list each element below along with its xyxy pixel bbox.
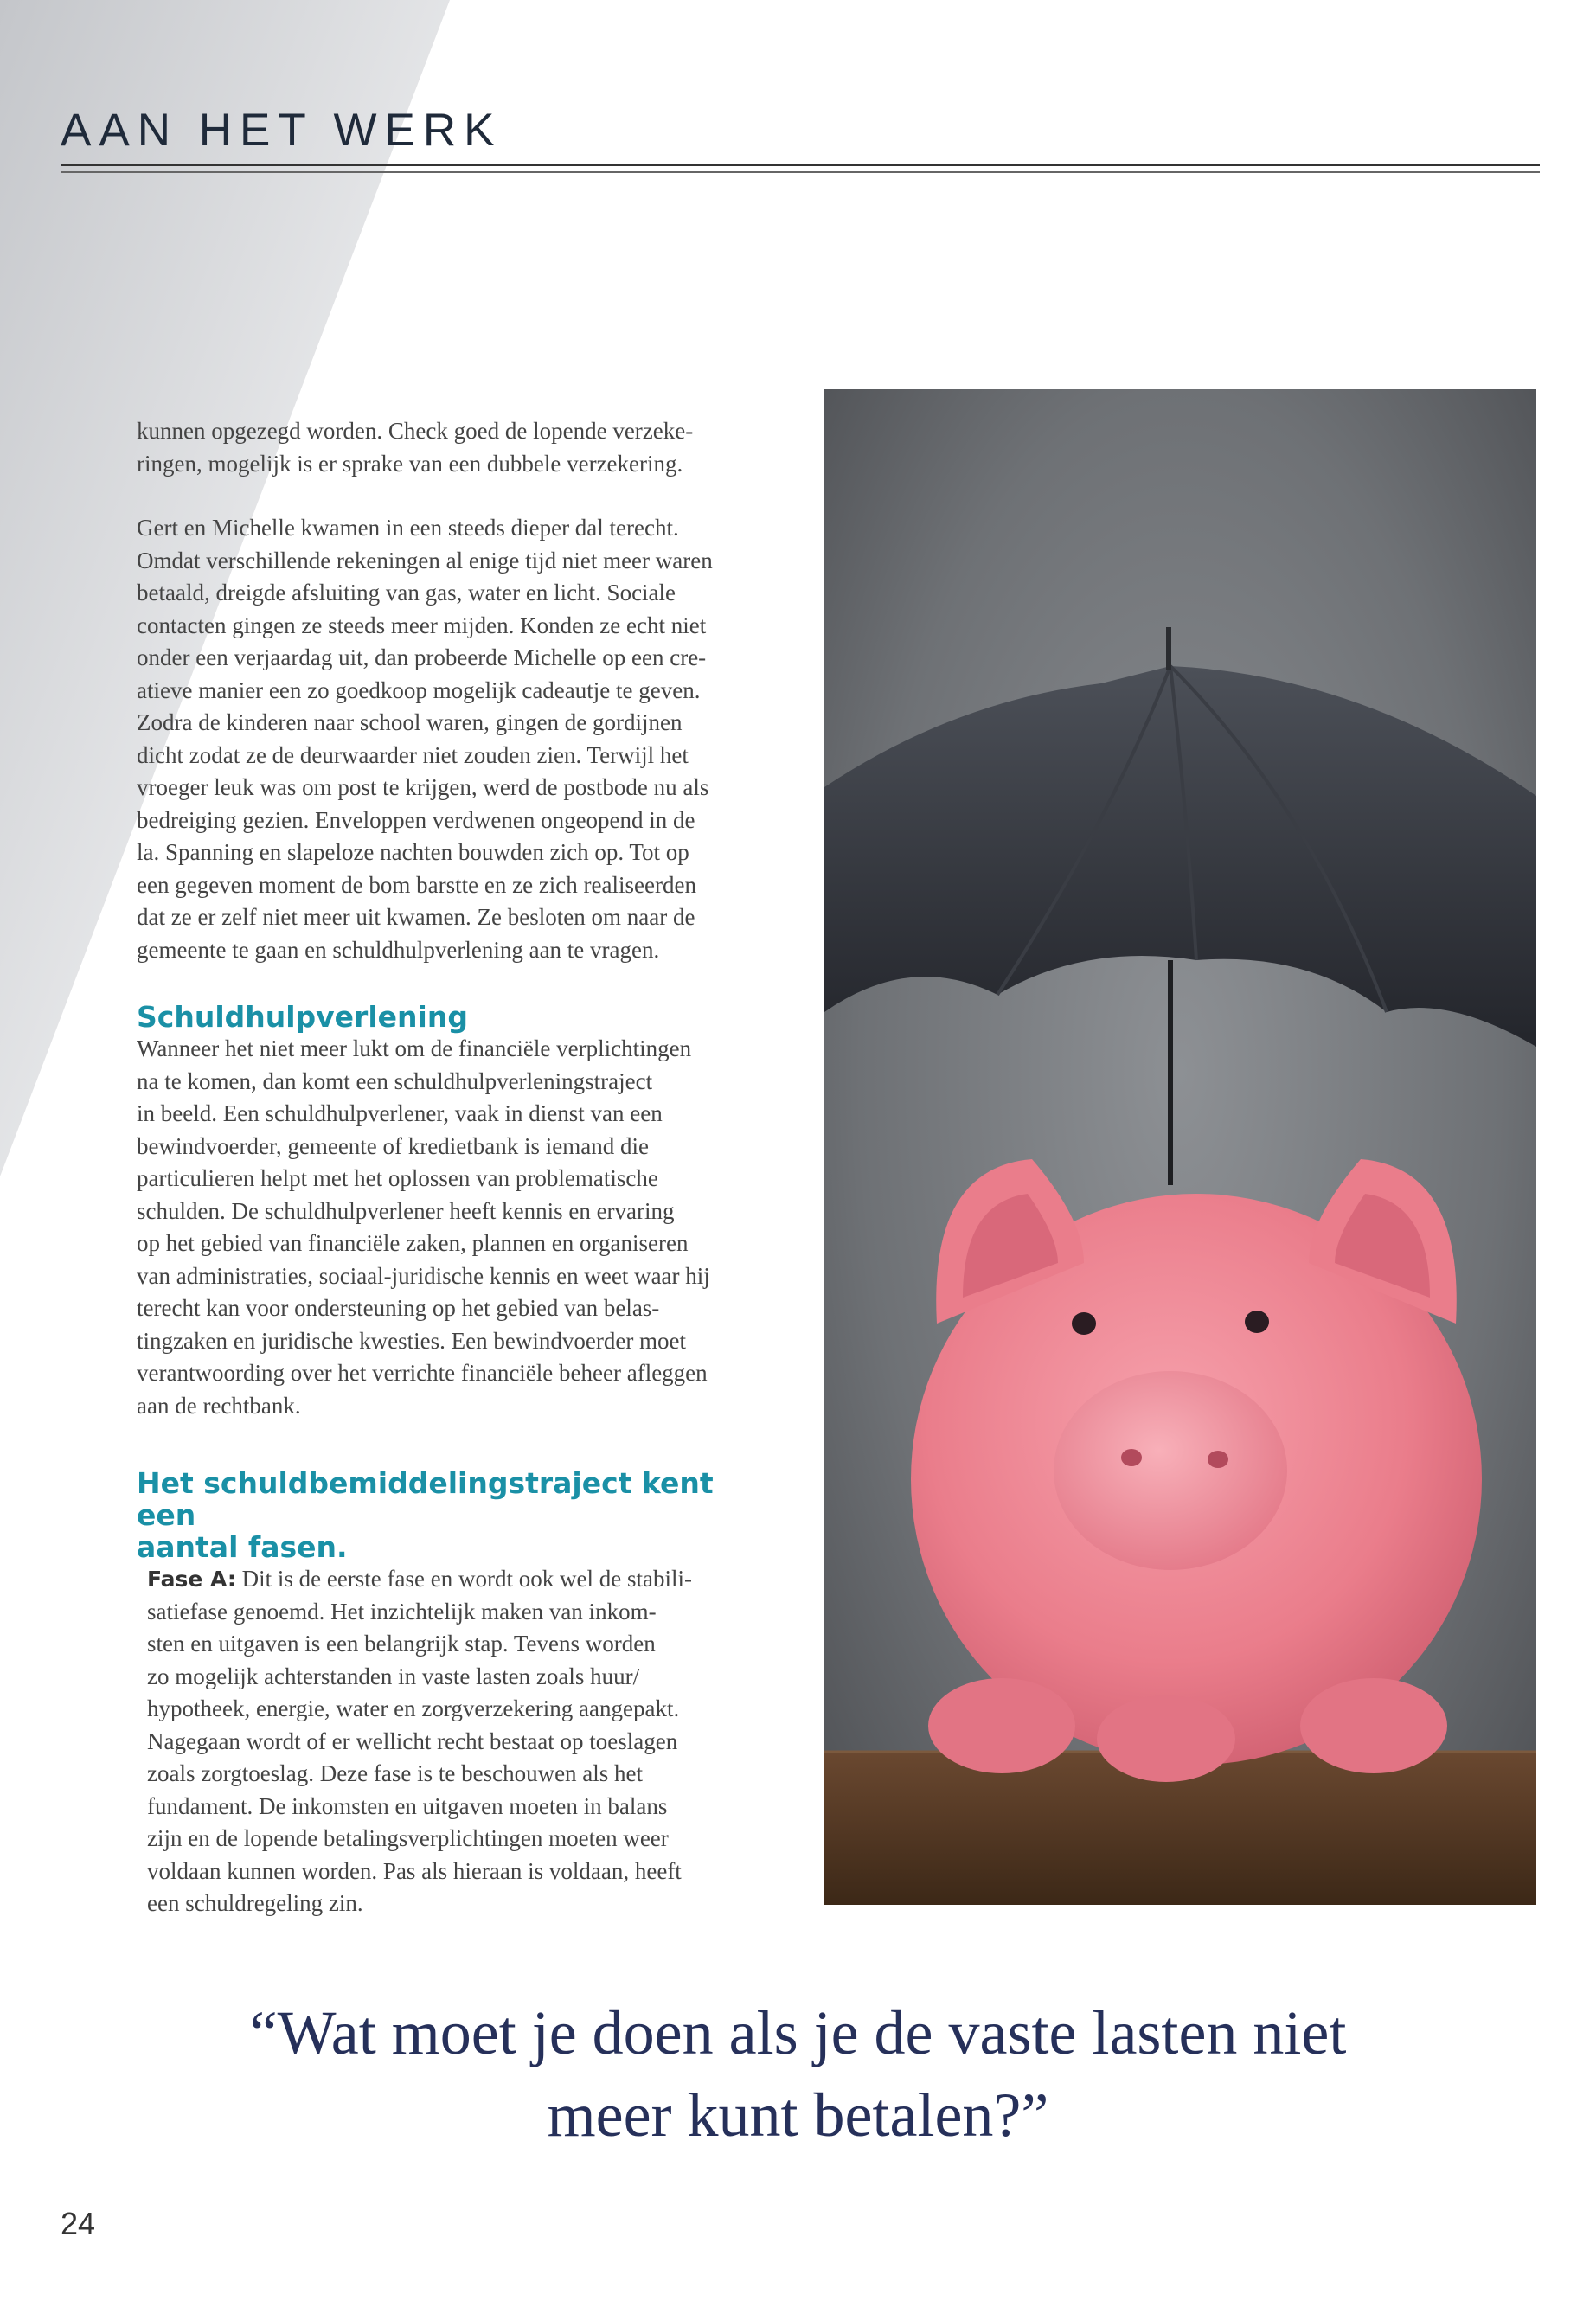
text-line: Gert en Michelle kwamen in een steeds dieper dal terecht. [137, 515, 679, 541]
text-line: dicht zodat ze de deurwaarder niet zouden zien. Terwijl het [137, 741, 689, 768]
piggy-bank-umbrella-photo [824, 389, 1536, 1905]
text-line: vroeger leuk was om post te krijgen, werd de postbode nu als [137, 774, 709, 800]
text-line: Zodra de kinderen naar school waren, gingen de gordijnen [137, 709, 683, 735]
text-line: schulden. De schuldhulpverlener heeft kennis en ervaring [137, 1197, 675, 1224]
text-line: voldaan kunnen worden. Pas als hieraan is voldaan, heeft [147, 1857, 682, 1884]
text-line: hypotheek, energie, water en zorgverzekering aangepakt. [147, 1695, 680, 1721]
text-line: in beeld. Een schuldhulpverlener, vaak in dienst van een [137, 1100, 663, 1126]
text-line: na te komen, dan komt een schuldhulpverleningstraject [137, 1067, 653, 1094]
text-line: atieve manier een zo goedkoop mogelijk cadeautje te geven. [137, 676, 701, 703]
text-line: onder een verjaardag uit, dan probeerde Michelle op een cre- [137, 644, 707, 670]
text-line: Dit is de eerste fase en wordt ook wel de stabili- [235, 1566, 692, 1592]
pull-quote [130, 1992, 1466, 2157]
pull-quote-line: meer kunt betalen?” [547, 2080, 1049, 2150]
section1-paragraph [137, 1033, 777, 1422]
text-line: een gegeven moment de bom barstte en ze zich realiseerden [137, 871, 696, 898]
text-line: kunnen opgezegd worden. Check goed de lopende verzeke- [137, 418, 694, 444]
page-number: 24 [61, 2206, 96, 2241]
text-line: Omdat verschillende rekeningen al enige tijd niet meer waren [137, 547, 713, 574]
text-line: zo mogelijk achterstanden in vaste lasten zoals huur/ [147, 1663, 640, 1689]
subheading-line: aantal fasen. [137, 1530, 348, 1564]
text-line: la. Spanning en slapeloze nachten bouwden zich op. Tot op [137, 839, 689, 865]
text-line: sten en uitgaven is een belangrijk stap. Tevens worden [147, 1631, 656, 1657]
text-line: satiefase genoemd. Het inzichtelijk maken van inkom- [147, 1598, 657, 1625]
text-line: bedreiging gezien. Enveloppen verdwenen ongeopend in de [137, 806, 695, 833]
text-line: bewindvoerder, gemeente of kredietbank is iemand die [137, 1132, 649, 1159]
text-line: verantwoording over het verrichte financiële beheer afleggen [137, 1360, 708, 1386]
text-line: aan de rechtbank. [137, 1392, 301, 1419]
text-line: particulieren helpt met het oplossen van problematische [137, 1165, 658, 1191]
text-line: Wanneer het niet meer lukt om de financiële verplichtingen [137, 1035, 692, 1061]
phase-a-paragraph [137, 1563, 777, 1920]
text-line: tingzaken en juridische kwesties. Een bewindvoerder moet [137, 1327, 687, 1354]
text-line: terecht kan voor ondersteuning op het gebied van belas- [137, 1295, 660, 1321]
text-line: contacten gingen ze steeds meer mijden. Konden ze echt niet [137, 612, 707, 638]
article-column [137, 415, 777, 1920]
section-title: AAN HET WERK [61, 105, 503, 156]
text-line: zijn en de lopende betalingsverplichtingen moeten weer [147, 1825, 669, 1851]
text-line: Nagegaan wordt of er wellicht recht bestaat op toeslagen [147, 1727, 678, 1754]
subheading-schuldhulpverlening: Schuldhulpverlening [137, 1000, 468, 1034]
subheading-line: Het schuldbemiddelingstraject kent een [137, 1466, 714, 1532]
phase-a-label: Fase A: [147, 1567, 236, 1592]
text-line: dat ze er zelf niet meer uit kwamen. Ze besloten om naar de [137, 904, 695, 930]
header-rule [61, 164, 1540, 166]
text-line: van administraties, sociaal-juridische kennis en weet waar hij [137, 1262, 710, 1289]
text-line: een schuldregeling zin. [147, 1890, 363, 1916]
text-line: betaald, dreigde afsluiting van gas, water en licht. Sociale [137, 580, 676, 606]
text-line: zoals zorgtoeslag. Deze fase is te beschouwen als het [147, 1760, 644, 1786]
header-rule-secondary [61, 171, 1540, 173]
text-line: op het gebied van financiële zaken, plannen en organiseren [137, 1230, 689, 1256]
subheading-schuldbemiddelingstraject [137, 1467, 777, 1563]
text-line: gemeente te gaan en schuldhulpverlening aan te vragen. [137, 936, 660, 963]
text-line: fundament. De inkomsten en uitgaven moeten in balans [147, 1792, 668, 1819]
text-line: ringen, mogelijk is er sprake van een dubbele verzekering. [137, 450, 683, 477]
pull-quote-line: “Wat moet je doen als je de vaste lasten niet [249, 1998, 1347, 2067]
story-paragraph [137, 512, 777, 966]
intro-paragraph [137, 415, 777, 480]
